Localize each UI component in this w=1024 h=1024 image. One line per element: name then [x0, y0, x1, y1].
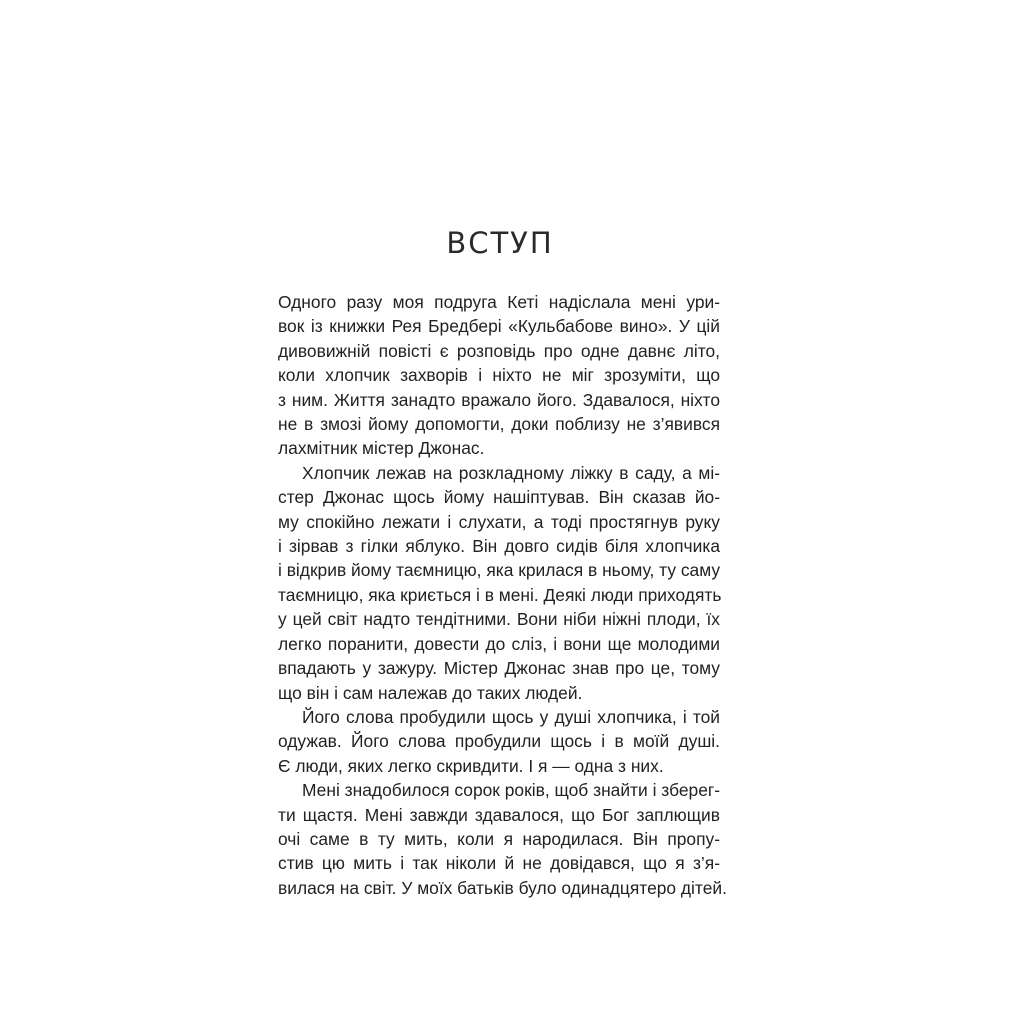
- chapter-title: ВСТУП: [446, 226, 554, 260]
- paragraph-1: [278, 290, 720, 461]
- text-line: одужав. Його слова пробудили щось і в моїй душі.: [278, 731, 720, 752]
- text-line: таємницю, яка криється і в мені. Деякі люди приходять: [278, 584, 722, 605]
- text-line: му спокійно лежати і слухати, а тоді простягнув руку: [278, 511, 720, 532]
- text-line: Одного разу моя подруга Кеті надіслала мені ури-: [278, 292, 720, 312]
- text-line: стер Джонас щось йому нашіптував. Він сказав йо-: [278, 487, 720, 508]
- paragraph-3: [278, 705, 720, 778]
- body-text: [278, 290, 727, 900]
- text-line: впадають у зажуру. Містер Джонас знав про це, тому: [278, 658, 720, 679]
- text-line: Є люди, яких легко скривдити. І я — одна з них.: [278, 755, 664, 776]
- text-line: у цей світ надто тендітними. Вони ніби ніжні плоди, їх: [278, 609, 720, 630]
- text-line: ти щастя. Мені завжди здавалося, що Бог заплющив: [278, 804, 720, 825]
- text-line: коли хлопчик захворів і ніхто не міг зрозуміти, що: [278, 365, 720, 386]
- text-line: Хлопчик лежав на розкладному ліжку в саду, а мі-: [302, 462, 720, 483]
- text-line: лахмітник містер Джонас.: [278, 438, 485, 459]
- paragraph-4: [278, 778, 727, 900]
- text-line: дивовижній повісті є розповідь про одне давнє літо,: [278, 340, 720, 361]
- text-line: не в змозі йому допомогти, доки поблизу не з’явився: [278, 414, 720, 435]
- text-line: вок із книжки Рея Бредбері «Кульбабове вино». У цій: [278, 316, 720, 337]
- text-line: і відкрив йому таємницю, яка крилася в ньому, ту саму: [278, 560, 721, 581]
- text-line: що він і сам належав до таких людей.: [278, 682, 583, 703]
- text-line: очі саме в ту мить, коли я народилася. Він пропу-: [278, 828, 720, 849]
- paragraph-2: [278, 461, 720, 705]
- text-line: з ним. Життя занадто вражало його. Здавалося, ніхто: [278, 389, 720, 410]
- text-line: стив цю мить і так ніколи й не довідався, що я з’я-: [278, 853, 720, 874]
- text-line: легко поранити, довести до сліз, і вони ще молодими: [278, 633, 720, 654]
- text-line: Мені знадобилося сорок років, щоб знайти і зберег-: [302, 780, 720, 801]
- text-line: вилася на світ. У моїх батьків було одинадцятеро дітей.: [278, 877, 727, 898]
- text-line: Його слова пробудили щось у душі хлопчика, і той: [302, 706, 720, 727]
- text-line: і зірвав з гілки яблуко. Він довго сидів біля хлопчика: [278, 536, 720, 557]
